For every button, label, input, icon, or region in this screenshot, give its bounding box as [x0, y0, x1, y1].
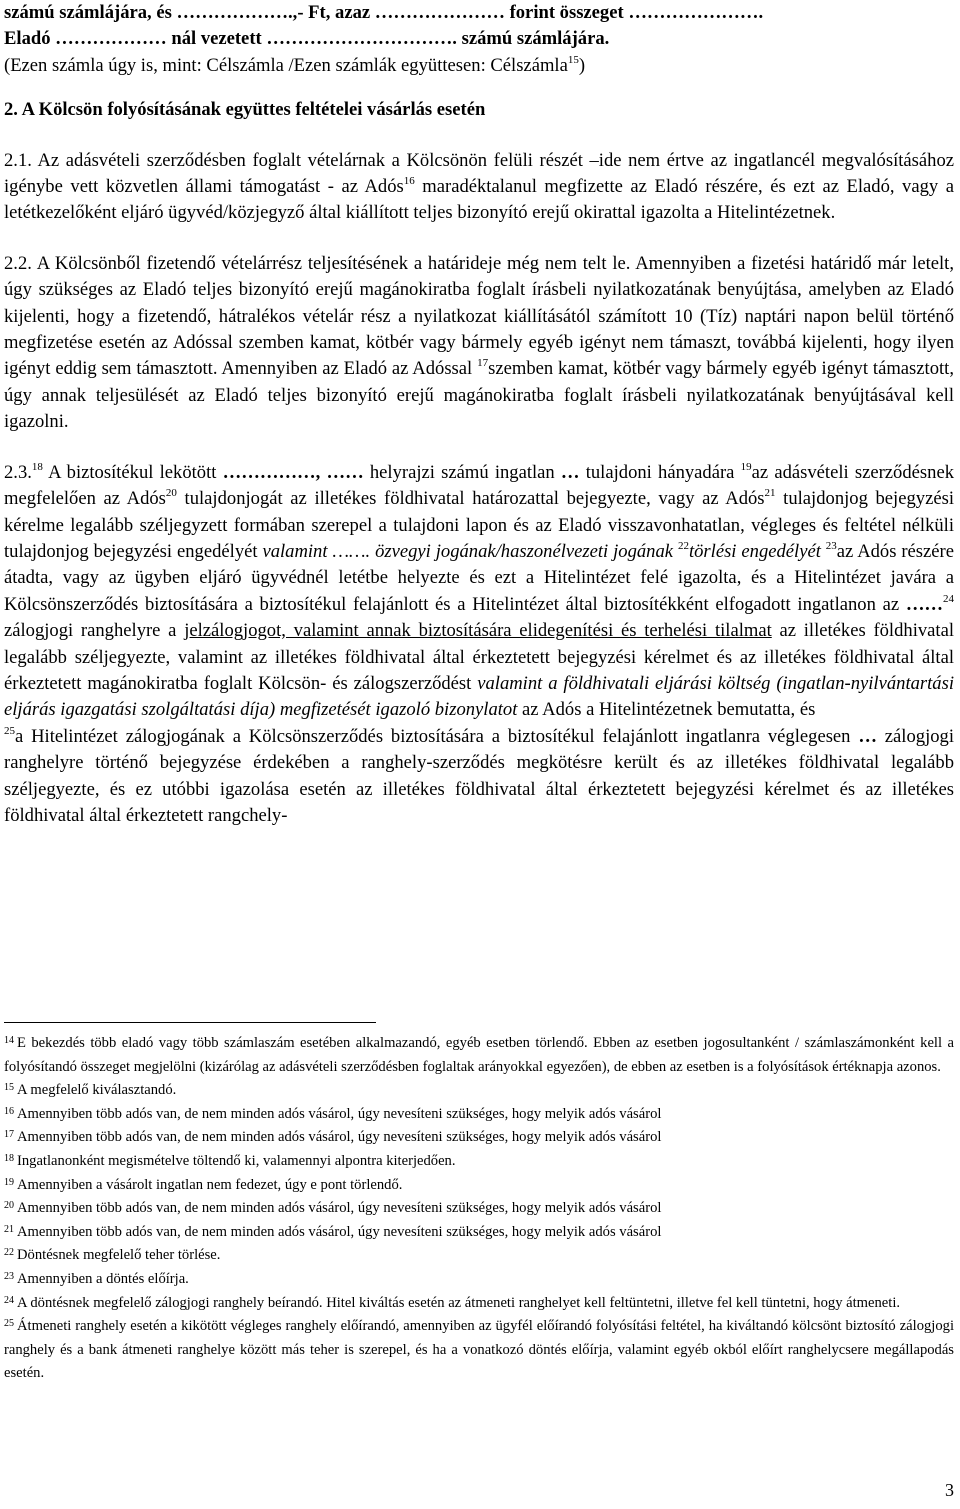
footnote-21 — [4, 1221, 954, 1245]
footnote-text: Átmeneti ranghely esetén a kikötött végleges ranghely előírandó, amennyiben az ügyfél előírandó folyósítási feltétel, ha kiváltandó kölcsönt biztosító zálogjogi ranghely és a bank átmeneti ranghelye között más teher is szerepel, és ha a vonatkozó döntés előírja, valamint egyéb okból előírt ranghelycsere megállapodás esetén. — [4, 1318, 954, 1382]
footnote-number: 22 — [4, 1247, 14, 1259]
footnote-ref-16[interactable]: 16 — [403, 175, 415, 188]
footnote-text: Amennyiben a döntés előírja. — [17, 1270, 189, 1287]
paragraph-2-1: 2.1. Az adásvételi szerződésben foglalt vételárnak a Kölcsönön felüli részét –ide nem értve az ingatlancél megvalósításához igénybe vett közvetlen állami támogatást - az Adós$^{16}$ maradéktalanul megfizette az Eladó részére, és ezt az Eladó, vagy a letétkezelőként eljáró ügyvéd/közjegyző által kiállított teljes bizonyító erejű okirattal igazolta a Hitelintézetnek. — [4, 149, 954, 224]
footnote-ref-18[interactable]: 18 — [31, 460, 43, 473]
footnote-number: 15 — [4, 1082, 14, 1094]
footnote-number: 20 — [4, 1200, 14, 1212]
footnote-text: Amennyiben a vásárolt ingatlan nem fedezet, úgy e pont törlendő. — [17, 1176, 403, 1193]
footnote-number: 14 — [4, 1035, 14, 1046]
footnote-ref-24[interactable]: 24 — [943, 592, 954, 605]
footnote-text: Ingatlanonként megismételve töltendő ki, valamennyi alpontra kiterjedően. — [17, 1152, 456, 1169]
footnote-number: 18 — [4, 1152, 14, 1164]
footnote-number: 21 — [4, 1223, 14, 1235]
footnote-text: Amennyiben több adós van, de nem minden adós vásárol, úgy nevesíteni szükséges, hogy melyik adós vásárol — [17, 1223, 662, 1240]
footnote-16 — [4, 1103, 954, 1127]
footnote-23 — [4, 1268, 954, 1292]
footnote-20 — [4, 1197, 954, 1221]
footnote-number: 24 — [4, 1294, 14, 1306]
footnote-number: 16 — [4, 1105, 14, 1117]
footnote-ref-21[interactable]: 21 — [764, 487, 776, 500]
footnote-text: Döntésnek megfelelő teher törlése. — [17, 1247, 221, 1264]
footnote-18 — [4, 1150, 954, 1174]
footnote-ref-17[interactable]: 17 — [477, 357, 489, 370]
paragraph-2-2: 2.2. A Kölcsönből fizetendő vételárrész teljesítésének a határideje még nem telt le. Amennyiben a fizetési határidő már letelt, úgy szükséges az Eladó teljes bizonyító erejű magánokiratba foglalt írásbeli nyilatkozatának benyújtása, amelyben az Eladó kijelenti, hogy a fizetendő, hátralékos vételár rész a nyilatkozat kiállításától számított 10 (Tíz) naptári napon belül történő megfizetése esetén az Adóssal szemben kamat, kötbér vagy bármely egyéb igényt nem támaszt, továbbá kijelenti, hogy ilyen igényt eddig sem támasztott. Amennyiben az Eladó az Adóssal $^{17}$szemben kamat, kötbér vagy bármely egyéb igényt támasztott, úgy annak teljesülését az Eladó teljes bizonyító erejű magánokiratba foglalt írásbeli nyilatkozatának benyújtásával kell igazolni. — [4, 252, 954, 433]
footnote-text: Amennyiben több adós van, de nem minden adós vásárol, úgy nevesíteni szükséges, hogy melyik adós vásárol — [17, 1105, 662, 1122]
document-body — [4, 0, 954, 829]
footnote-number: 23 — [4, 1270, 14, 1282]
footnote-text: A megfelelő kiválasztandó. — [17, 1082, 177, 1099]
intro-line-1: számú számlájára, és ……………….,- Ft, azaz ………………… forint összeget …………………. — [4, 2, 764, 23]
footnote-25 — [4, 1315, 954, 1386]
footnote-text: Amennyiben több adós van, de nem minden adós vásárol, úgy nevesíteni szükséges, hogy melyik adós vásárol — [17, 1200, 662, 1217]
footnote-ref-23[interactable]: 23 — [825, 539, 837, 552]
footnote-text: Amennyiben több adós van, de nem minden adós vásárol, úgy nevesíteni szükséges, hogy melyik adós vásárol — [17, 1129, 662, 1146]
footnote-text: A döntésnek megfelelő zálogjogi ranghely beírandó. Hitel kiváltás esetén az átmeneti ranghelyet kell feltüntetni, illetve fel kell tüntetni, hogy átmeneti. — [17, 1294, 901, 1311]
footnote-ref-20[interactable]: 20 — [165, 487, 177, 500]
intro-line-3: (Ezen számla úgy is, mint: Célszámla /Ezen számlák együttesen: Célszámla$^{15}$) — [4, 53, 586, 76]
footnote-number: 19 — [4, 1176, 14, 1188]
footnotes — [4, 1032, 954, 1386]
footnote-text: E bekezdés több eladó vagy több számlaszám esetében alkalmazandó, egyéb esetben törlendő. Ebben az esetben jogosultanként / számlaszámonként kell a folyósítandó összeget megjelölni (kizárólag az adásvételi szerződésben foglaltak arányokkal egyezően), de ebben az esetben is a folyósítások értéknapja azonos. — [4, 1035, 954, 1075]
page-number: 3 — [945, 1480, 954, 1500]
footnote-number: 25 — [4, 1318, 14, 1330]
footnote-separator — [4, 1022, 376, 1023]
footnote-19 — [4, 1174, 954, 1198]
footnote-14 — [4, 1032, 954, 1079]
footnote-15 — [4, 1079, 954, 1103]
section-heading: 2. A Kölcsön folyósításának együttes feltételei vásárlás esetén — [4, 99, 486, 121]
footnote-ref-22[interactable]: 22 — [677, 539, 689, 552]
footnote-ref-19[interactable]: 19 — [740, 460, 752, 473]
intro-line-2: Eladó ……………… nál vezetett …………………………. számú számlájára. — [4, 28, 610, 50]
footnote-ref-15[interactable]: 15 — [567, 53, 579, 66]
footnote-22 — [4, 1244, 954, 1268]
paragraph-2-3: 2.3.18 A biztosítékul lekötött ……………, …… helyrajzi számú ingatlan … tulajdoni hányadára $^{19}$az adásvételi szerződésnek megfelelően az Adós$^{20}$ tulajdonjogát az illetékes földhivatal határozattal bejegyezte, vagy az Adós$^{21}$ tulajdonjog bejegyzési kérelme legalább széljegyzett formában szerepel a tulajdoni lapon és az Eladó visszavonhatatlan, végleges és feltétel nélküli tulajdonjog bejegyzési engedélyét valamint ……. özvegyi jogának/haszonélvezeti jogának $^{22}$törlési engedélyét $^{23}$az Adós részére átadta, vagy az ügyben eljáró ügyvédnél letétbe helyezte és ezt a Hitelintézet felé igazolta, és a Hitelintézet javára a Kölcsönszerződés biztosítására a biztosítékul felajánlott és a Hitelintézet által biztosítékként elfogadott ingatlanon az ……$^{24}$ zálogjogi ranghelyre a jelzálogjogot, valamint annak biztosítására elidegenítési és terhelési tilalmat az illetékes földhivatal legalább széljegyezte, valamint az illetékes földhivatal által érkeztetett bejegyzési kérelmet és az illetékes földhivatal által érkeztetett magánokiratba foglalt Kölcsön- és zálogszerződést valamint a földhivatali eljárási költség (ingatlan-nyilvántartási eljárás igazgatási szolgáltatási díja) megfizetését igazoló bizonylatot az Adós a Hitelintézetnek bemutatta, és $^{25}$a Hitelintézet zálogjogának a Kölcsönszerződés biztosítására a biztosítékul felajánlott ingatlanra véglegesen … zálogjogi ranghelyre történő bejegyzése érdekében a ranghely-szerződés megkötésre került és az illetékes földhivatal legalább széljegyezte, és ez utóbbi igazolása esetén az illetékes földhivatal által érkeztetett bejegyzési kérelmet és az illetékes földhivatal által érkeztetett rangchely- — [4, 460, 955, 826]
footnote-24 — [4, 1292, 954, 1316]
footnote-number: 17 — [4, 1129, 14, 1141]
footnote-17 — [4, 1126, 954, 1150]
footnote-ref-25[interactable]: 25 — [4, 724, 15, 737]
